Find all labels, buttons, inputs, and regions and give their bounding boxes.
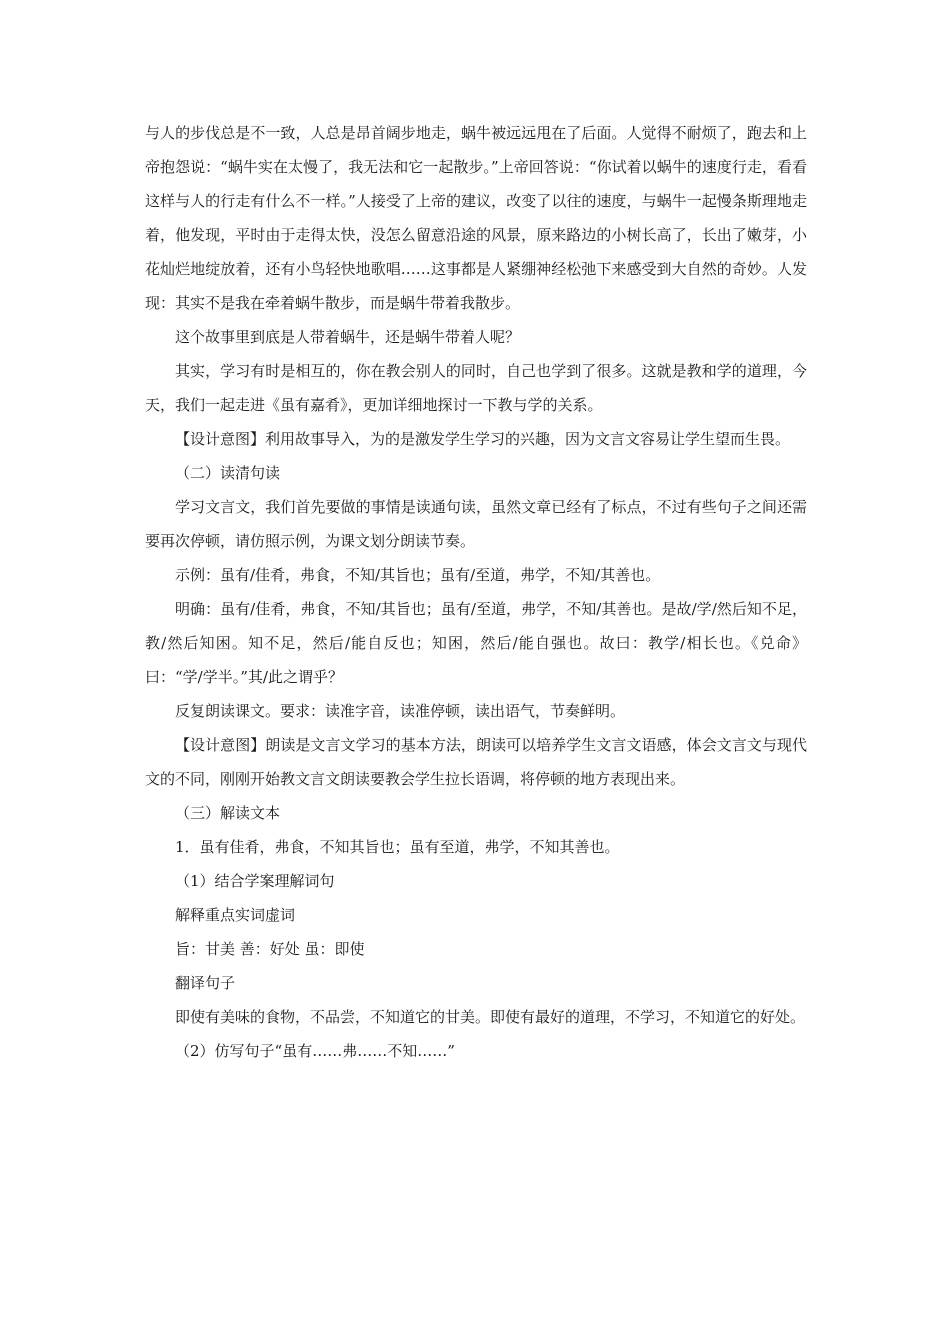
example-paragraph: 示例：虽有/佳肴，弗食，不知/其旨也；虽有/至道，弗学，不知/其善也。 — [175, 566, 661, 584]
story-paragraph: 与人的步伐总是不一致，人总是昂首阔步地走，蜗牛被远远甩在了后面。人觉得不耐烦了，跑去和上帝抱怨说：“蜗牛实在太慢了，我无法和它一起散步。”上帝回答说：“你试着以蜗牛的速度行走，看看这样与人的行走有什么不一样。”人接受了上帝的建议，改变了以往的速度，与蜗牛一起慢条斯理地走着，他发现，平时由于走得太快，没怎么留意沿途的风景，原来路边的小树长高了，长出了嫩芽，小花灿烂地绽放着，还有小鸟轻快地歌唱……这事都是人紧绷神经松弛下来感受到大自然的奇妙。人发现：其实不是我在牵着蜗牛散步，而是蜗牛带着我散步。 — [145, 124, 807, 312]
section-heading: （三）解读文本 — [175, 804, 281, 822]
sub-heading: （2）仿写句子“虽有……弗……不知……” — [175, 1042, 455, 1060]
reading-instruction-paragraph: 学习文言文，我们首先要做的事情是读通句读，虽然文章已经有了标点，不过有些句子之间还需要再次停顿，请仿照示例，为课文划分朗读节奏。 — [145, 498, 807, 550]
sub-heading: 解释重点实词虚词 — [175, 906, 296, 924]
section-heading: （二）读清句读 — [175, 464, 281, 482]
sub-heading: 翻译句子 — [175, 974, 236, 992]
translation-paragraph: 即使有美味的食物，不品尝，不知道它的甘美。即使有最好的道理，不学习，不知道它的好处。 — [175, 1008, 806, 1026]
document-body — [145, 116, 807, 1068]
list-item: 1．虽有佳肴，弗食，不知其旨也；虽有至道，弗学，不知其善也。 — [175, 838, 620, 856]
question-paragraph: 这个故事里到底是人带着蜗牛，还是蜗牛带着人呢？ — [175, 328, 521, 346]
design-intent-paragraph: 【设计意图】朗读是文言文学习的基本方法，朗读可以培养学生文言文语感，体会文言文与现代文的不同，刚刚开始教文言文朗读要教会学生拉长语调，将停顿的地方表现出来。 — [145, 736, 807, 788]
intro-paragraph: 其实，学习有时是相互的，你在教会别人的同时，自己也学到了很多。这就是教和学的道理，今天，我们一起走进《虽有嘉肴》，更加详细地探讨一下教与学的关系。 — [145, 362, 807, 414]
repeat-reading-paragraph: 反复朗读课文。要求：读准字音，读准停顿，读出语气，节奏鲜明。 — [175, 702, 626, 720]
answer-paragraph: 明确：虽有/佳肴，弗食，不知/其旨也；虽有/至道，弗学，不知/其善也。是故/学/然后知不足，教/然后知困。知不足，然后/能自反也；知困，然后/能自强也。故曰：教学/相长也。《兑命》曰：“学/学半。”其/此之谓乎？ — [145, 600, 807, 686]
design-intent-paragraph: 【设计意图】利用故事导入，为的是激发学生学习的兴趣，因为文言文容易让学生望而生畏。 — [175, 430, 791, 448]
sub-heading: （1）结合学案理解词句 — [175, 872, 335, 890]
word-definitions: 旨：甘美 善：好处 虽：即使 — [175, 940, 365, 958]
